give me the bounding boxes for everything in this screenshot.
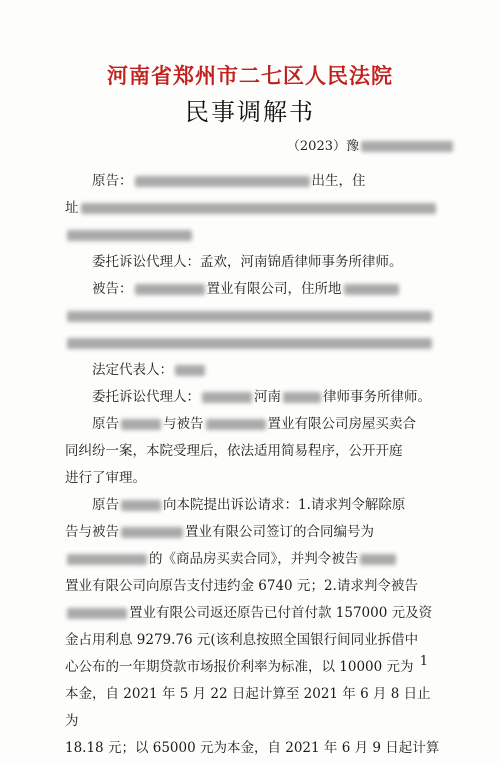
redacted-defendant-address (344, 284, 399, 295)
paragraph-2-line-7: 心公布的一年期贷款市场报价利率为标准，以 10000 元为 (65, 659, 414, 675)
redacted-defendant-address-2 (67, 311, 432, 322)
case-number-prefix: （2023）豫 (286, 139, 359, 154)
agent2-line (65, 384, 440, 411)
paragraph-2-line-9: 18.18 元；以 65000 元为本金，自 2021 年 6 月 9 日起计算 (65, 740, 440, 756)
paragraph-1-line-3: 进行了审理。 (65, 470, 146, 486)
paragraph-1: 原告 与被告 置业有限公司房屋买卖合 (92, 416, 416, 432)
redacted-agent2-name (202, 392, 252, 403)
plaintiff-address-label: 址 (65, 200, 79, 216)
page-number: 1 (419, 654, 428, 669)
legal-rep-line (65, 357, 440, 384)
paragraph-2-line-2: 告与被告 置业有限公司签订的合同编号为 (65, 524, 374, 540)
redacted-case-number (361, 141, 453, 152)
redacted-contract-number (67, 554, 147, 565)
agent1-value: 孟欢，河南锦盾律师事务所律师。 (200, 254, 403, 270)
redacted-defendant-name (135, 284, 205, 295)
redacted-agent2-firm (283, 392, 321, 403)
redacted-defendant-name (67, 608, 127, 619)
paragraph-2-line-8: 本金，自 2021 年 5 月 22 日起计算至 2021 年 6 月 8 日止为 (65, 686, 431, 729)
agent2-firm-prefix: 河南 (254, 389, 281, 405)
agent2-firm-suffix: 律师事务所律师。 (323, 389, 431, 405)
plaintiff-line (65, 168, 440, 195)
defendant-label: 被告： (92, 281, 133, 297)
paragraph-2-line-5: 置业有限公司返还原告已付首付款 157000 元及资 (65, 600, 440, 627)
redacted-plaintiff-address-2 (67, 230, 192, 241)
plaintiff-address-line (65, 195, 440, 222)
paragraph-1-line-2: 同纠纷一案，本院受理后，依法适用简易程序，公开开庭 (65, 443, 403, 459)
redacted-defendant-address-3 (67, 338, 432, 349)
defendant-address-line-2 (65, 330, 440, 357)
agent1-label: 委托诉讼代理人： (92, 254, 200, 270)
redacted-defendant-name (121, 527, 183, 538)
plaintiff-label: 原告： (92, 173, 133, 189)
defendant-address-line (65, 303, 440, 330)
agent2-label: 委托诉讼代理人： (92, 389, 200, 405)
paragraph-2-line-3: 的《商品房买卖合同》，并判令被告 (65, 546, 440, 573)
plaintiff-address-line-2 (65, 222, 440, 249)
paragraph-2-line-4: 置业有限公司向原告支付违约金 6740 元；2.请求判令被告 (65, 578, 418, 594)
redacted-legal-rep (175, 365, 205, 376)
redacted-defendant-name (360, 554, 396, 565)
defendant-line (65, 276, 440, 303)
redacted-plaintiff-name (121, 419, 161, 430)
agent1-line (65, 249, 440, 276)
legal-rep-label: 法定代表人： (92, 362, 173, 378)
paragraph-2: 原告 向本院提出诉讼请求：1.请求判令解除原 (92, 497, 406, 513)
redacted-plaintiff-info (135, 176, 310, 187)
redacted-defendant-name (206, 419, 266, 430)
document-body (65, 168, 440, 762)
paragraph-2-line-6: 金占用利息 9279.76 元(该利息按照全国银行间同业拆借中 (65, 632, 419, 648)
redacted-plaintiff-address (81, 203, 436, 214)
redacted-plaintiff-name (121, 500, 161, 511)
document-title: 民事调解书 (185, 98, 315, 126)
plaintiff-birth-text: 出生，住 (311, 173, 366, 189)
defendant-text: 置业有限公司，住所地 (206, 281, 342, 297)
case-number (287, 135, 455, 154)
court-name: 河南省郑州市二七区人民法院 (107, 63, 393, 88)
